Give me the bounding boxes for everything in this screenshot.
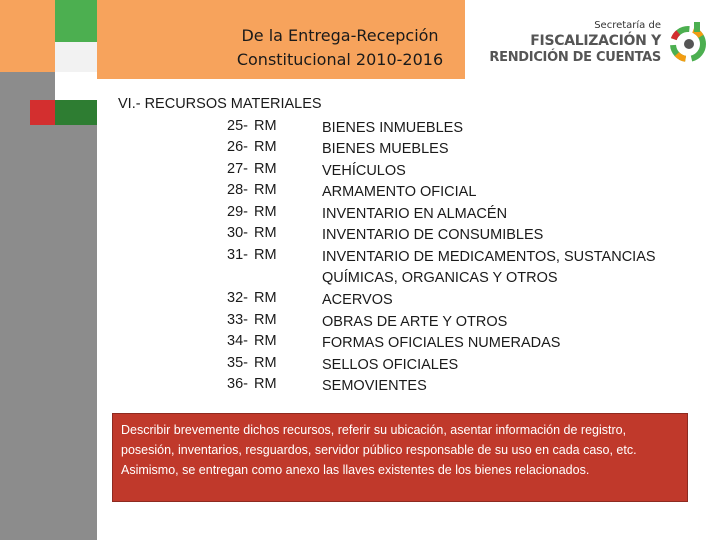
sfrc-logo (486, 20, 711, 70)
decorative-square-orange (0, 0, 55, 72)
item-number: 30- (227, 225, 248, 241)
item-number: 25- (227, 118, 248, 134)
item-code: RM (254, 225, 277, 241)
note-line2: posesión, inventarios, resguardos, servidor público responsable de su uso en cada caso, etc. (121, 443, 637, 457)
decorative-square-green (55, 0, 97, 42)
item-code: RM (254, 355, 277, 371)
item-description-line1: INVENTARIO DE MEDICAMENTOS, SUSTANCIAS (322, 249, 656, 265)
item-description: BIENES INMUEBLES (322, 120, 464, 136)
note-line1: Describir brevemente dichos recursos, referir su ubicación, asentar información de registro, (121, 423, 627, 437)
item-description: SEMOVIENTES (322, 378, 427, 394)
list-item (118, 333, 708, 354)
list-item (118, 290, 708, 311)
item-description: FORMAS OFICIALES NUMERADAS (322, 335, 561, 351)
item-number: 26- (227, 139, 248, 155)
logo-line2: RENDICIÓN DE CUENTAS (489, 50, 661, 65)
item-description: BIENES MUEBLES (322, 141, 449, 157)
item-number: 29- (227, 204, 248, 220)
item-description: OBRAS DE ARTE Y OTROS (322, 314, 508, 330)
item-code: RM (254, 376, 277, 392)
item-number: 36- (227, 376, 248, 392)
section-title: VI.- RECURSOS MATERIALES (118, 96, 322, 112)
list-item (118, 355, 708, 376)
item-code: RM (254, 139, 277, 155)
item-number: 32- (227, 290, 248, 306)
page-title (220, 24, 460, 72)
item-description-line2: QUÍMICAS, ORGANICAS Y OTROS (322, 270, 558, 286)
decorative-square-white (55, 72, 97, 100)
item-number: 35- (227, 355, 248, 371)
item-code: RM (254, 204, 277, 220)
item-description (322, 247, 702, 289)
item-number: 33- (227, 312, 248, 328)
item-description: SELLOS OFICIALES (322, 357, 459, 373)
decorative-square-dark-green (55, 100, 97, 125)
item-code: RM (254, 118, 277, 134)
item-number: 31- (227, 247, 248, 263)
decorative-square-red (30, 100, 55, 125)
item-number: 27- (227, 161, 248, 177)
list-item (118, 161, 708, 182)
item-description: VEHÍCULOS (322, 163, 406, 179)
item-code: RM (254, 290, 277, 306)
list-item (118, 139, 708, 160)
list-item (118, 376, 708, 397)
list-item (118, 118, 708, 139)
item-number: 34- (227, 333, 248, 349)
logo-line1: FISCALIZACIÓN Y (530, 33, 661, 49)
item-code: RM (254, 333, 277, 349)
item-description: ARMAMENTO OFICIAL (322, 184, 477, 200)
list-item (118, 247, 708, 289)
colorful-circle-emblem-icon (668, 20, 708, 68)
instruction-note-box (112, 413, 688, 502)
note-line3: Asimismo, se entregan como anexo las llaves existentes de los bienes relacionados. (121, 463, 590, 477)
list-item (118, 204, 708, 225)
list-item (118, 225, 708, 246)
item-description: INVENTARIO DE CONSUMIBLES (322, 227, 544, 243)
item-code: RM (254, 161, 277, 177)
list-item (118, 312, 708, 333)
item-description: ACERVOS (322, 292, 393, 308)
page-title-line2: Constitucional 2010-2016 (236, 50, 444, 69)
logo-small-text: Secretaría de (594, 20, 661, 31)
page-title-line1: De la Entrega-Recepción (241, 26, 439, 45)
item-number: 28- (227, 182, 248, 198)
item-code: RM (254, 247, 277, 263)
item-description: INVENTARIO EN ALMACÉN (322, 206, 508, 222)
item-code: RM (254, 182, 277, 198)
item-code: RM (254, 312, 277, 328)
list-item (118, 182, 708, 203)
